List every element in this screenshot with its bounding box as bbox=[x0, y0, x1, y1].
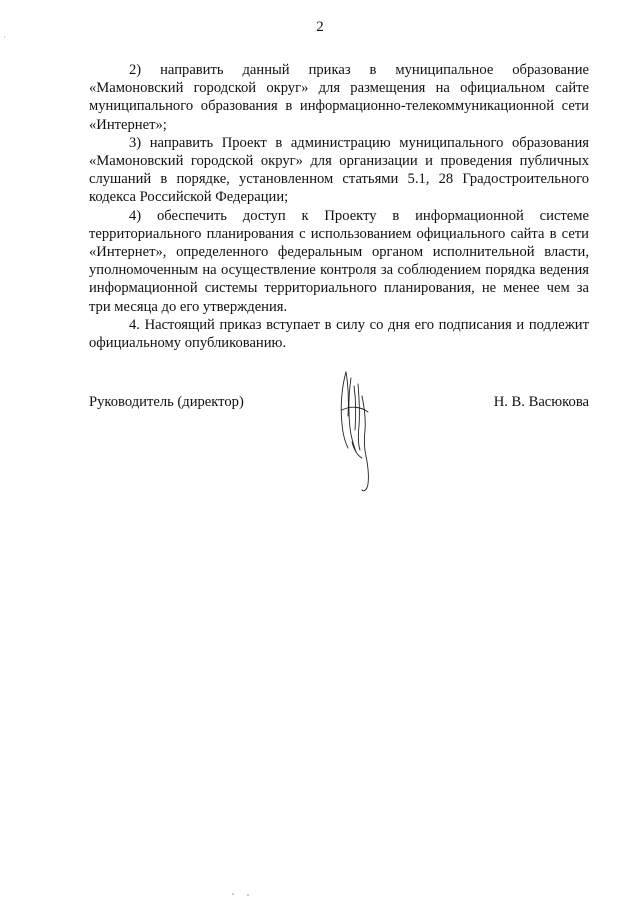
scan-speck bbox=[4, 36, 5, 38]
page-number: 2 bbox=[316, 19, 324, 35]
paragraph-item-2: 2) направить данный приказ в муниципальное образование «Мамоновский городской округ» для размещения на официальном сайте муниципального образования в информационно-телекоммуникационной сети «Интернет»; bbox=[89, 62, 589, 133]
scan-speck bbox=[247, 894, 249, 896]
paragraph-item-4: 4) обеспечить доступ к Проекту в информационной системе территориального планирования с использованием официального сайта в сети «Интернет», определенного федеральным органом исполнительной власти, уполномоченным на осуществление контроля за соблюдением порядка ведения информационной системы территориального планирования, не менее чем за три месяца до его утверждения. bbox=[89, 207, 589, 315]
signatory-position: Руководитель (директор) bbox=[89, 394, 244, 410]
document-body bbox=[89, 61, 589, 352]
handwritten-signature bbox=[328, 366, 384, 500]
scan-speck bbox=[232, 893, 234, 895]
signatory-name: Н. В. Васюкова bbox=[493, 394, 589, 410]
paragraph-item-3: 3) направить Проект в администрацию муниципального образования «Мамоновский городской округ» для организации и проведения публичных слушаний в порядке, установленном статьями 5.1, 28 Градостроительного кодекса Российской Федерации; bbox=[89, 134, 589, 206]
paragraph-section-4: 4. Настоящий приказ вступает в силу со дня его подписания и подлежит официальному опубликованию. bbox=[89, 316, 589, 352]
